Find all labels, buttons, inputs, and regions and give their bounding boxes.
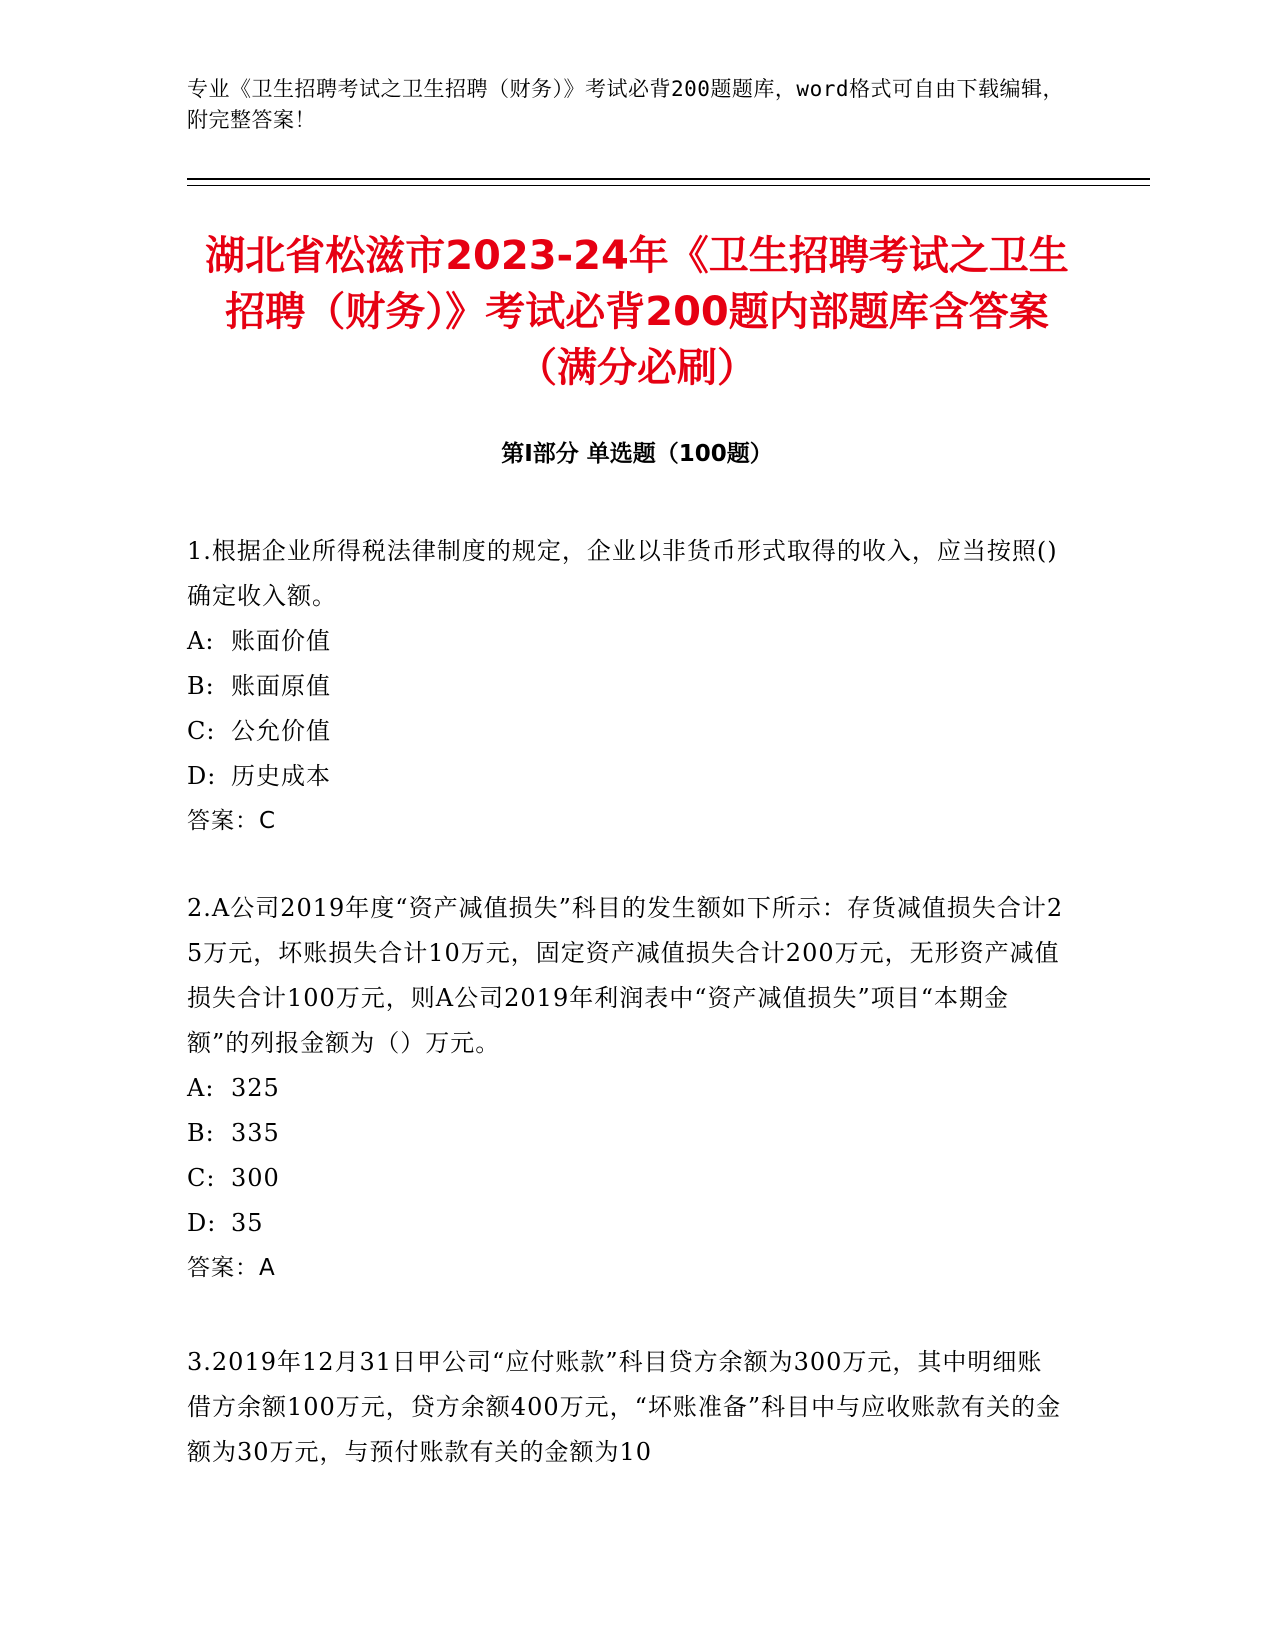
answer-line: 答案：C: [187, 808, 277, 834]
option-c: [187, 1156, 1067, 1201]
question-3: [187, 1340, 1067, 1475]
question-stem: 3.2019年12月31日甲公司“应付账款”科目贷方余额为300万元，其中明细账借方余额100万元，贷方余额400万元，“坏账准备”科目中与应收账款有关的金额为30万元，与预付账款有关的金额为10: [187, 1348, 1062, 1466]
option-key: C:: [187, 1164, 216, 1192]
question-stem: 2.A公司2019年度“资产减值损失”科目的发生额如下所示：存货减值损失合计25万元，坏账损失合计10万元，固定资产减值损失合计200万元，无形资产减值损失合计100万元，则A公司2019年利润表中“资产减值损失”项目“本期金额”的列报金额为（）万元。: [187, 894, 1064, 1057]
option-a: [187, 1066, 1067, 1111]
document-title: 湖北省松滋市2023-24年《卫生招聘考试之卫生招聘（财务）》考试必背200题内部题库含答案（满分必刷）: [205, 233, 1069, 391]
option-d: [187, 754, 1067, 799]
option-key: C:: [187, 717, 216, 745]
option-text: 历史成本: [231, 762, 331, 790]
option-key: B:: [187, 1119, 215, 1147]
option-text: 账面原值: [231, 672, 331, 700]
option-a: [187, 619, 1067, 664]
option-d: [187, 1201, 1067, 1246]
option-key: A:: [187, 627, 215, 655]
option-key: A:: [187, 1074, 215, 1102]
option-text: 35: [231, 1209, 264, 1237]
question-1: [187, 529, 1067, 844]
question-2: [187, 886, 1067, 1291]
header-rule-thin: [187, 185, 1150, 186]
header-note: 专业《卫生招聘考试之卫生招聘（财务）》考试必背200题题库，word格式可自由下载编辑，附完整答案！: [187, 77, 1064, 132]
option-text: 300: [231, 1164, 280, 1192]
option-text: 325: [231, 1074, 280, 1102]
header-rule-thick: [187, 178, 1150, 180]
option-key: D:: [187, 1209, 217, 1237]
option-c: [187, 709, 1067, 754]
option-text: 335: [231, 1119, 280, 1147]
option-key: B:: [187, 672, 215, 700]
option-b: [187, 1111, 1067, 1156]
option-text: 公允价值: [231, 717, 331, 745]
answer-line: 答案：A: [187, 1255, 276, 1281]
option-key: D:: [187, 762, 217, 790]
option-b: [187, 664, 1067, 709]
section-title: 第Ⅰ部分 单选题（100题）: [501, 441, 773, 467]
option-text: 账面价值: [231, 627, 331, 655]
question-stem: 1.根据企业所得税法律制度的规定，企业以非货币形式取得的收入，应当按照()确定收入额。: [187, 537, 1058, 610]
